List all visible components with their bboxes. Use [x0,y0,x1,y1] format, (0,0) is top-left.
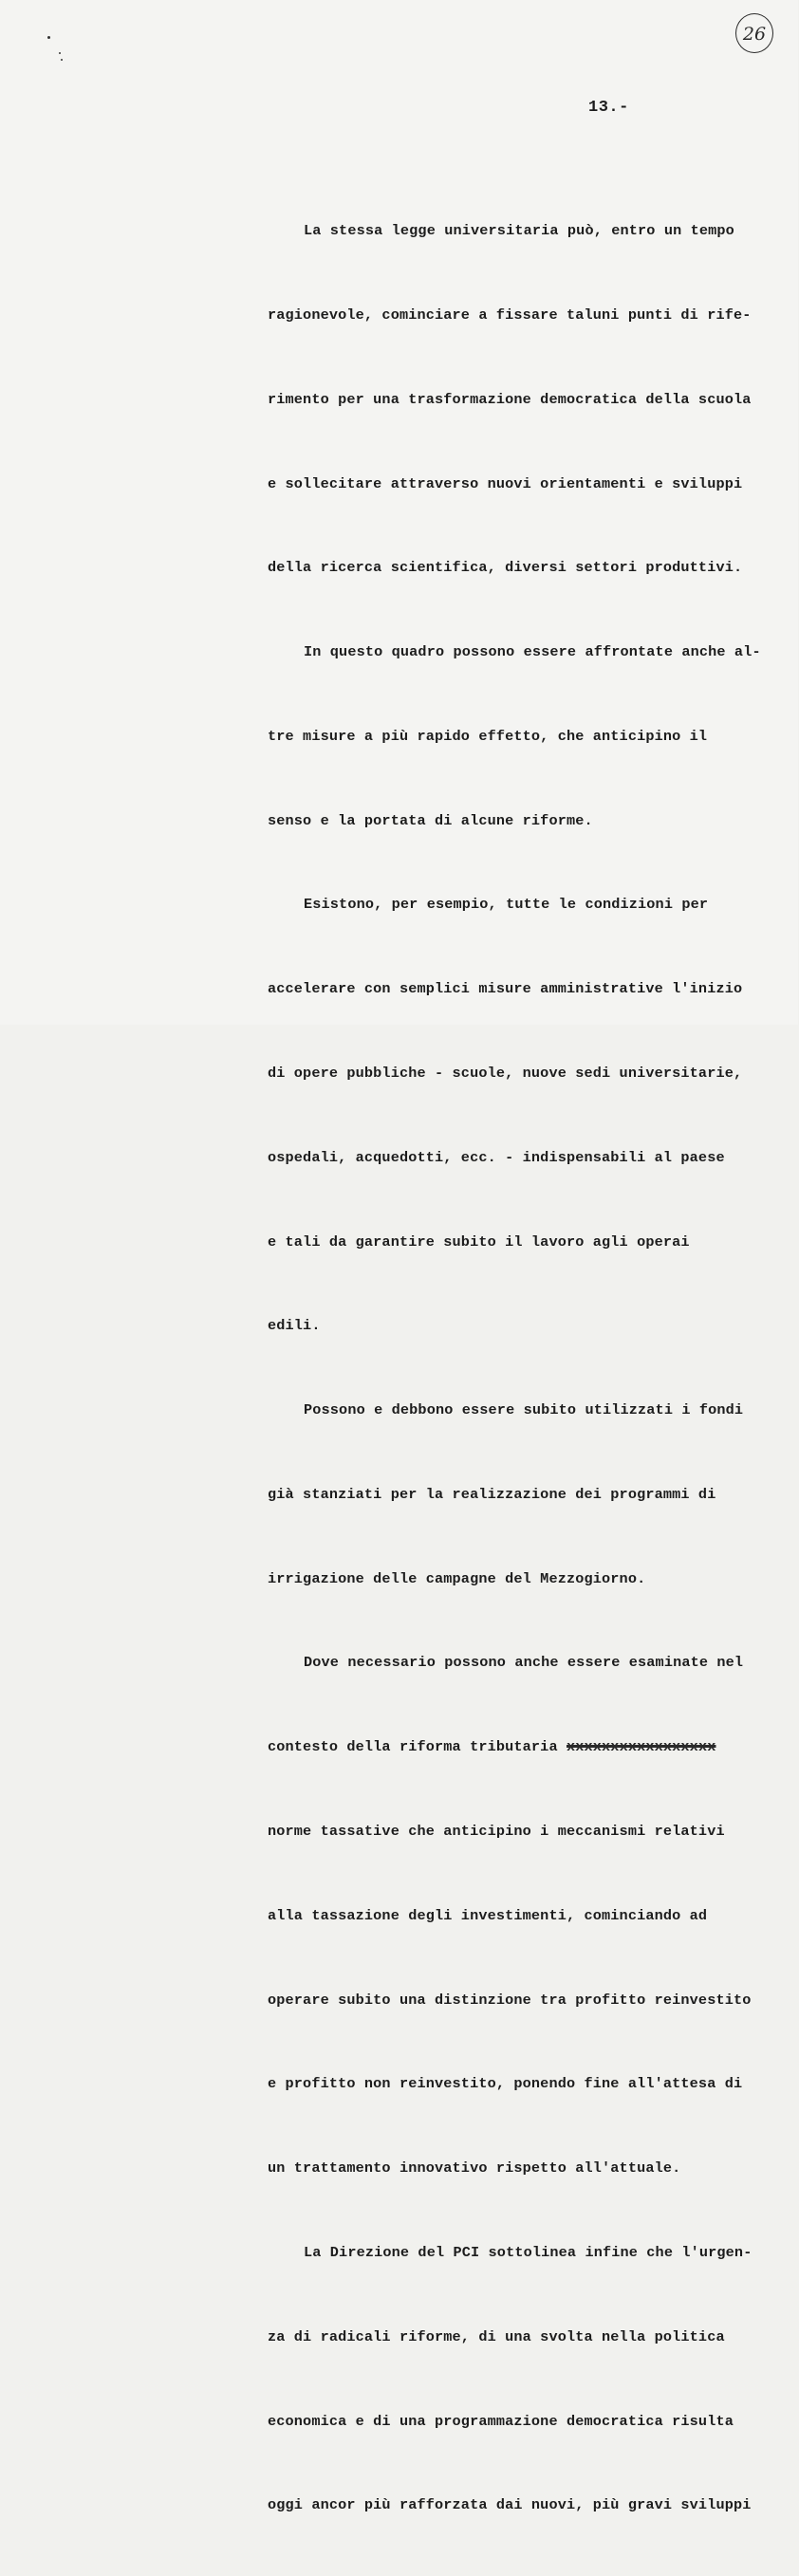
text-line: La Direzione del PCI sottolinea infine che l'urgen- [304,2243,753,2261]
paper-speck [47,36,50,39]
page-number: 13.- [588,99,629,117]
text-line [268,1733,799,1762]
text-line: ragionevole, cominciare a fissare taluni punti di rife- [268,306,752,324]
text-line: economica e di una programmazione democratica risulta [268,2412,734,2430]
text-line: operare subito una distinzione tra profitto reinvestito [268,1991,752,2009]
text-line: norme tassative che anticipino i meccanismi relativi [268,1823,725,1841]
text-line: alla tassazione degli investimenti, cominciando ad [268,1906,708,1924]
text-line: senso e la portata di alcune riforme. [268,811,593,829]
text-line: e profitto non reinvestito, ponendo fine all'attesa di [268,2075,743,2093]
paper-speck [59,52,61,54]
text-line: già stanziati per la realizzazione dei programmi di [268,1485,716,1503]
text-line: della ricerca scientifica, diversi settori produttivi. [268,559,743,577]
text-line: edili. [268,1317,321,1335]
text-fragment: contesto della riforma tributaria [268,1738,558,1756]
text-line: La stessa legge universitaria può, entro un tempo [304,222,734,240]
text-line: e tali da garantire subito il lavoro agli operai [268,1232,690,1251]
paper-speck [61,59,63,61]
text-line: ospedali, acquedotti, ecc. - indispensabili al paese [268,1148,725,1166]
text-line: Esistono, per esempio, tutte le condizioni per [304,896,709,914]
text-line: Dove necessario possono anche essere esaminate nel [304,1654,744,1672]
text-line: rimento per una trasformazione democratica della scuola [268,390,752,408]
struck-out-text: xxxxxxxxxxxxxxxxx [566,1738,716,1756]
archive-number-stamp: 26 [735,13,773,53]
text-line: accelerare con semplici misure amministrative l'inizio [268,980,743,998]
text-line: e sollecitare attraverso nuovi orientamenti e sviluppi [268,474,743,492]
text-line: tre misure a più rapido effetto, che anticipino il [268,727,708,745]
text-line: irrigazione delle campagne del Mezzogiorno. [268,1569,646,1587]
text-line: In questo quadro possono essere affrontate anche al- [304,643,761,661]
text-line: Possono e debbono essere subito utilizzati i fondi [304,1401,744,1419]
typed-body-text [268,161,799,2576]
text-line: oggi ancor più rafforzata dai nuovi, più gravi sviluppi [268,2496,752,2514]
text-line: za di radicali riforme, di una svolta nella politica [268,2327,725,2345]
text-line: un trattamento innovativo rispetto all'attuale. [268,2159,681,2178]
text-line: di opere pubbliche - scuole, nuove sedi universitarie, [268,1065,743,1082]
